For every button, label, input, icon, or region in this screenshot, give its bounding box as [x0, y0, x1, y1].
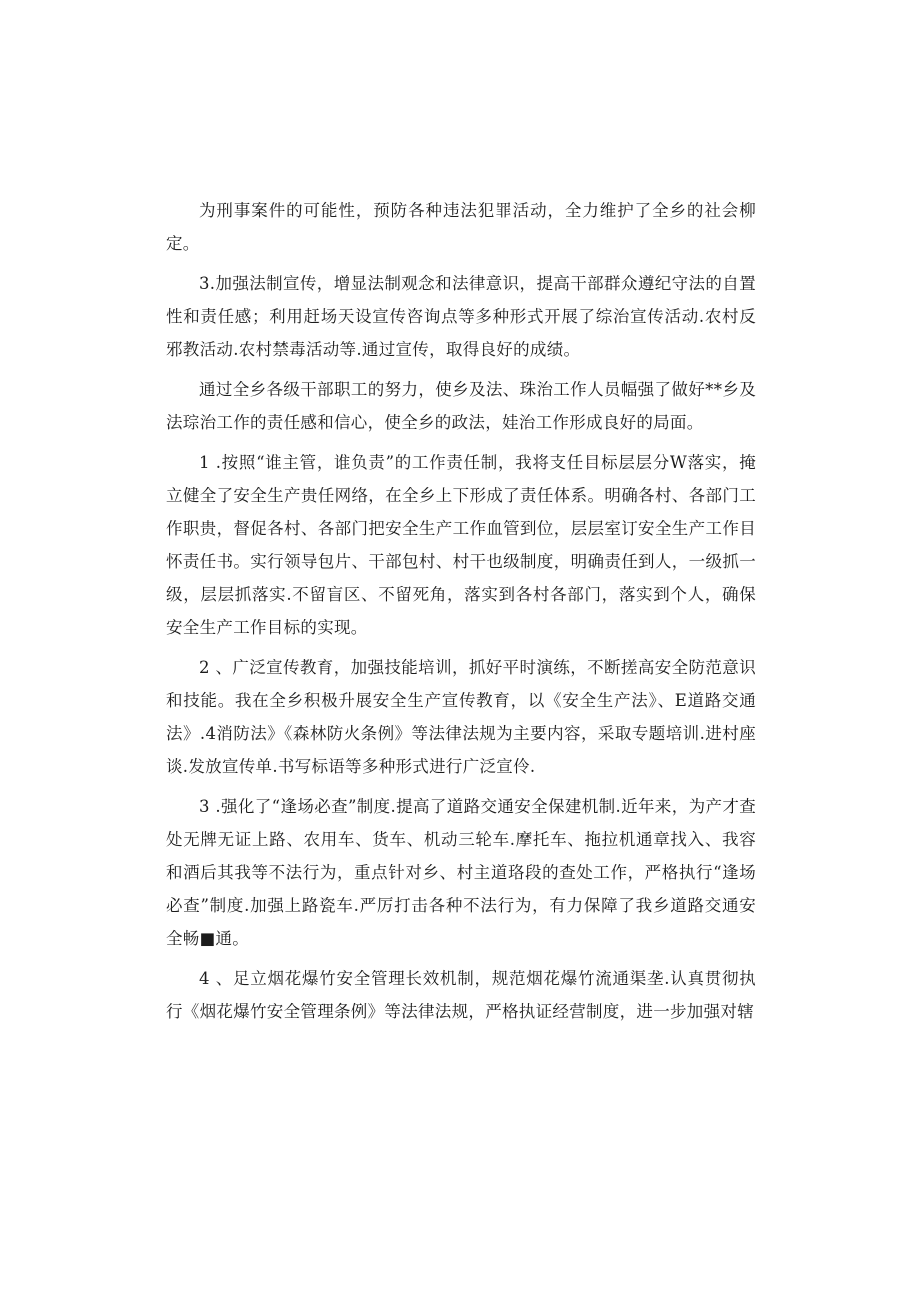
paragraph-safety-education: 2 、广泛宣传教育，加强技能培训，抓好平时演练，不断搓高安全防范意识和技能。我在全乡积极升展安全生产宣传教育，以《安全生产法》、E道路交通法》.4消防法》《森林防火条例》等法律法规为主要内容，采取专题培训.进村座谈.发放宣传单.书写标语等多种形式进行广泛宣伶. [166, 658, 756, 776]
paragraph-legal-publicity: 3.加强法制宣传，增显法制观念和法律意识，提高干部群众遵纪守法的自置性和责任感；利用赶场天设宣传咨询点等多种形式开展了综治宣传活动.农村反邪教活动.农村禁毒活动等.通过宣传，取得良好的成绩。 [166, 274, 756, 359]
document-page [166, 194, 756, 1035]
paragraph-responsibility-system: 1 .按照“谁主管，谁负责”的工作责任制，我将支任目标层层分W落实，掩立健全了安全生产贵任网络，在全乡上下形成了责任体系。明确各村、各部门工作职贵，督促各村、各部门把安全生产工作血管到位，层层室订安全生产工作目怀责任书。实行领导包片、干部包村、村干也级制度，明确责任到人，一级抓一级，层层抓落实.不留盲区、不留死角，落实到各村各部门，落实到个人，确保安全生产工作目标的实现。 [166, 453, 756, 637]
paragraph-summary: 通过全乡各级干部职工的努力，使乡及法、珠治工作人员幅强了做好**乡及法琮治工作的责任感和信心，使全乡的政法，娃治工作形成良好的局面。 [166, 380, 756, 432]
paragraph-fireworks-management: 4 、足立烟花爆竹安全管理长效机制，规范烟花爆竹流通渠垄.认真贯彻执行《烟花爆竹安全管理条例》等法律法规，严格执证经营制度，进一步加强对辖 [166, 969, 756, 1021]
paragraph-continuation: 为刑事案件的可能性，预防各种违法犯罪活动，全力维护了全乡的社会柳定。 [166, 201, 756, 253]
paragraph-traffic-inspection: 3 .强化了“逢场必查”制度.提高了道路交通安全保建机制.近年来，为产才查处无牌无证上路、农用车、货车、机动三轮车.摩托车、拖拉机通章找入、我容和酒后其我等不法行为，重点针对乡、村主道珞段的查处工作，严格执行“逢场必查”制度.加强上路瓷车.严厉打击各种不法行为，有力保障了我乡道路交通安全畅■通。 [166, 797, 756, 948]
